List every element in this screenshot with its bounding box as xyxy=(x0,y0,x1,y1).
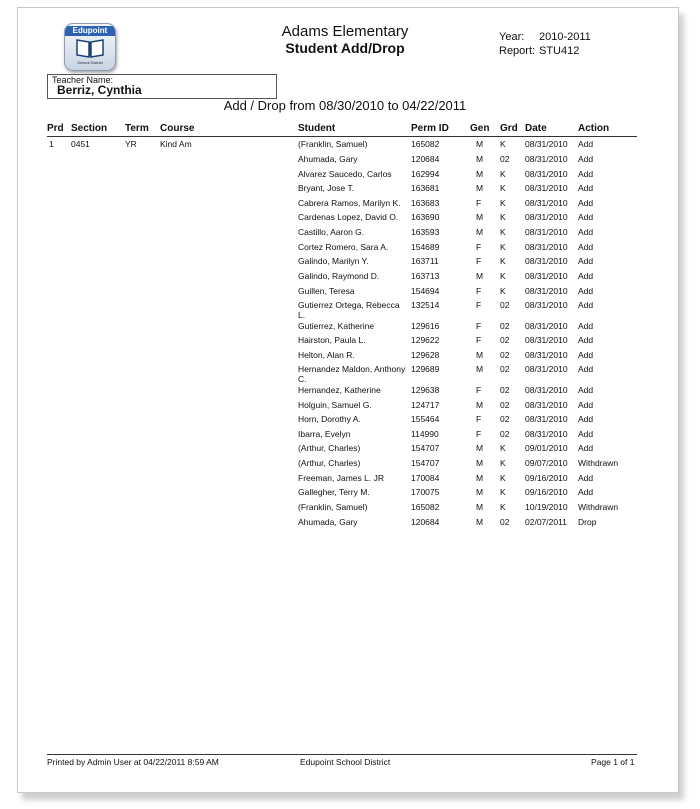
date: 08/31/2010 xyxy=(525,414,568,424)
grade: K xyxy=(500,271,506,281)
gender: F xyxy=(476,335,482,345)
student-name: Helton, Alan R. xyxy=(298,350,355,360)
student-name: Hernandez, Katherine xyxy=(298,385,381,395)
grade: 02 xyxy=(500,385,510,395)
action: Add xyxy=(578,271,594,281)
group-course: Kind Am xyxy=(160,139,192,149)
grade: 02 xyxy=(500,321,510,331)
perm-id: 114990 xyxy=(411,429,439,439)
report-label: Report: xyxy=(499,45,536,57)
date: 08/31/2010 xyxy=(525,321,568,331)
action: Add xyxy=(578,286,594,296)
action: Add xyxy=(578,256,594,266)
action: Add xyxy=(578,183,594,193)
student-name: Hernandez Maldon, Anthony C. xyxy=(298,364,406,384)
student-name: Freeman, James L. JR xyxy=(298,473,384,483)
date: 08/31/2010 xyxy=(525,139,568,149)
student-name: Ahumada, Gary xyxy=(298,154,358,164)
date: 08/31/2010 xyxy=(525,169,568,179)
action: Add xyxy=(578,242,594,252)
header-grd: Grd xyxy=(500,123,518,134)
gender: M xyxy=(476,350,484,360)
action: Add xyxy=(578,169,594,179)
grade: 02 xyxy=(500,429,510,439)
date: 08/31/2010 xyxy=(525,242,568,252)
action: Add xyxy=(578,300,594,310)
perm-id: 170084 xyxy=(411,473,440,483)
perm-id: 129622 xyxy=(411,335,440,345)
student-name: Guillen, Teresa xyxy=(298,286,355,296)
perm-id: 163683 xyxy=(411,198,440,208)
grade: K xyxy=(500,487,506,497)
gender: F xyxy=(476,242,482,252)
header-perm-id: Perm ID xyxy=(411,123,449,134)
perm-id: 154707 xyxy=(411,458,440,468)
date: 08/31/2010 xyxy=(525,212,568,222)
gender: F xyxy=(476,286,482,296)
report-code: STU412 xyxy=(539,45,580,57)
student-name: Gallegher, Terry M. xyxy=(298,487,370,497)
footer-page: Page 1 of 1 xyxy=(591,757,635,767)
grade: K xyxy=(500,286,506,296)
student-name: (Arthur, Charles) xyxy=(298,458,361,468)
action: Add xyxy=(578,385,594,395)
grade: K xyxy=(500,139,506,149)
student-name: Cabrera Ramos, Marilyn K. xyxy=(298,198,401,208)
action: Withdrawn xyxy=(578,458,619,468)
perm-id: 163690 xyxy=(411,212,440,222)
grade: 02 xyxy=(500,400,510,410)
grade: K xyxy=(500,198,506,208)
date: 02/07/2011 xyxy=(525,517,567,527)
grade: K xyxy=(500,169,506,179)
perm-id: 154694 xyxy=(411,286,440,296)
header-section: Section xyxy=(71,123,108,134)
gender: M xyxy=(476,183,484,193)
gender: M xyxy=(476,139,484,149)
header-action: Action xyxy=(578,123,610,134)
perm-id: 170075 xyxy=(411,487,440,497)
student-name: Holguin, Samuel G. xyxy=(298,400,372,410)
perm-id: 163711 xyxy=(411,256,439,266)
student-name: Ibarra, Evelyn xyxy=(298,429,351,439)
date: 08/31/2010 xyxy=(525,300,568,310)
student-name: Ahumada, Gary xyxy=(298,517,358,527)
gender: M xyxy=(476,400,484,410)
perm-id: 154707 xyxy=(411,443,440,453)
report-subtitle: Student Add/Drop xyxy=(285,40,405,56)
gender: M xyxy=(476,227,484,237)
date: 08/31/2010 xyxy=(525,271,568,281)
gender: M xyxy=(476,473,484,483)
student-name: Gutierrez Ortega, Rebecca L. xyxy=(298,300,400,320)
grade: K xyxy=(500,212,506,222)
date: 08/31/2010 xyxy=(525,154,568,164)
perm-id: 154689 xyxy=(411,242,440,252)
action: Add xyxy=(578,364,594,374)
student-name: Horn, Dorothy A. xyxy=(298,414,361,424)
footer-district: Edupoint School District xyxy=(300,757,391,767)
grade: 02 xyxy=(500,364,510,374)
student-name: (Arthur, Charles) xyxy=(298,443,361,453)
date: 08/31/2010 xyxy=(525,400,568,410)
student-name: Cardenas Lopez, David O. xyxy=(298,212,399,222)
gender: M xyxy=(476,364,484,374)
action: Add xyxy=(578,400,594,410)
date: 09/16/2010 xyxy=(525,473,568,483)
gender: F xyxy=(476,385,482,395)
student-name: Cortez Romero, Sara A. xyxy=(298,242,389,252)
action: Add xyxy=(578,198,594,208)
grade: K xyxy=(500,227,506,237)
date: 09/01/2010 xyxy=(525,443,568,453)
header-gen: Gen xyxy=(470,123,490,134)
gender: F xyxy=(476,300,482,310)
gender: F xyxy=(476,414,482,424)
student-name: Bryant, Jose T. xyxy=(298,183,355,193)
grade: K xyxy=(500,183,506,193)
perm-id: 120684 xyxy=(411,517,440,527)
date: 08/31/2010 xyxy=(525,256,568,266)
student-name: Alvarez Saucedo, Carlos xyxy=(298,169,392,179)
group-section: 0451 xyxy=(71,139,90,149)
action: Withdrawn xyxy=(578,502,619,512)
header-date: Date xyxy=(525,123,547,134)
grade: 02 xyxy=(500,350,510,360)
student-name: Galindo, Raymond D. xyxy=(298,271,380,281)
gender: M xyxy=(476,154,484,164)
date: 08/31/2010 xyxy=(525,227,568,237)
grade: K xyxy=(500,256,506,266)
logo-name: Edupoint xyxy=(65,26,115,36)
action: Add xyxy=(578,429,594,439)
date: 08/31/2010 xyxy=(525,364,568,374)
gender: F xyxy=(476,321,482,331)
date: 08/31/2010 xyxy=(525,350,568,360)
gender: M xyxy=(476,169,484,179)
date: 09/16/2010 xyxy=(525,487,568,497)
date: 08/31/2010 xyxy=(525,183,568,193)
perm-id: 163681 xyxy=(411,183,440,193)
logo-subtitle: School District xyxy=(77,60,103,65)
perm-id: 132514 xyxy=(411,300,440,310)
perm-id: 124717 xyxy=(411,400,440,410)
student-name: Gutierrez, Katherine xyxy=(298,321,375,331)
gender: M xyxy=(476,212,484,222)
district-logo xyxy=(64,23,116,71)
header-student: Student xyxy=(298,123,336,134)
perm-id: 163593 xyxy=(411,227,440,237)
action: Add xyxy=(578,335,594,345)
footer-divider xyxy=(47,754,637,755)
teacher-name: Berriz, Cynthia xyxy=(57,83,142,97)
date: 08/31/2010 xyxy=(525,385,568,395)
student-name: Castillo, Aaron G. xyxy=(298,227,365,237)
gender: M xyxy=(476,517,484,527)
grade: 02 xyxy=(500,414,510,424)
gender: F xyxy=(476,198,482,208)
action: Add xyxy=(578,473,594,483)
action: Drop xyxy=(578,517,597,527)
action: Add xyxy=(578,443,594,453)
gender: F xyxy=(476,429,482,439)
perm-id: 129616 xyxy=(411,321,440,331)
student-name: Galindo, Marilyn Y. xyxy=(298,256,369,266)
group-prd: 1 xyxy=(49,139,54,149)
teacher-label: Teacher Name: xyxy=(52,75,114,85)
grade: K xyxy=(500,502,506,512)
action: Add xyxy=(578,227,594,237)
perm-id: 129689 xyxy=(411,364,440,374)
grade: K xyxy=(500,458,506,468)
perm-id: 155464 xyxy=(411,414,440,424)
group-term: YR xyxy=(125,139,137,149)
grade: K xyxy=(500,443,506,453)
perm-id: 163713 xyxy=(411,271,440,281)
action: Add xyxy=(578,414,594,424)
header-course: Course xyxy=(160,123,195,134)
gender: M xyxy=(476,502,484,512)
gender: M xyxy=(476,458,484,468)
perm-id: 165082 xyxy=(411,139,440,149)
footer-printed: Printed by Admin User at 04/22/2011 8:59 AM xyxy=(47,757,219,767)
grade: 02 xyxy=(500,335,510,345)
grade: 02 xyxy=(500,517,510,527)
perm-id: 162994 xyxy=(411,169,440,179)
perm-id: 165082 xyxy=(411,502,440,512)
action: Add xyxy=(578,139,594,149)
gender: F xyxy=(476,256,482,266)
header-prd: Prd xyxy=(47,123,64,134)
gender: M xyxy=(476,443,484,453)
date: 08/31/2010 xyxy=(525,429,568,439)
grade: K xyxy=(500,242,506,252)
date: 08/31/2010 xyxy=(525,198,568,208)
grade: 02 xyxy=(500,154,510,164)
header-divider xyxy=(47,136,637,137)
action: Add xyxy=(578,212,594,222)
header-term: Term xyxy=(125,123,149,134)
perm-id: 120684 xyxy=(411,154,440,164)
gender: M xyxy=(476,487,484,497)
student-name: Hairston, Paula L. xyxy=(298,335,366,345)
perm-id: 129628 xyxy=(411,350,440,360)
perm-id: 129638 xyxy=(411,385,440,395)
student-name: (Franklin, Samuel) xyxy=(298,139,368,149)
date: 09/07/2010 xyxy=(525,458,568,468)
year-label: Year: xyxy=(499,31,525,43)
date: 08/31/2010 xyxy=(525,286,568,296)
gender: M xyxy=(476,271,484,281)
student-name: (Franklin, Samuel) xyxy=(298,502,368,512)
action: Add xyxy=(578,350,594,360)
date: 10/19/2010 xyxy=(525,502,568,512)
action: Add xyxy=(578,154,594,164)
grade: 02 xyxy=(500,300,510,310)
book-icon xyxy=(75,37,105,59)
date: 08/31/2010 xyxy=(525,335,568,345)
action: Add xyxy=(578,487,594,497)
teacher-box xyxy=(47,74,277,99)
action: Add xyxy=(578,321,594,331)
year-value: 2010-2011 xyxy=(539,31,591,43)
grade: K xyxy=(500,473,506,483)
school-title: Adams Elementary xyxy=(281,23,409,40)
date-range: Add / Drop from 08/30/2010 to 04/22/2011 xyxy=(223,98,467,113)
